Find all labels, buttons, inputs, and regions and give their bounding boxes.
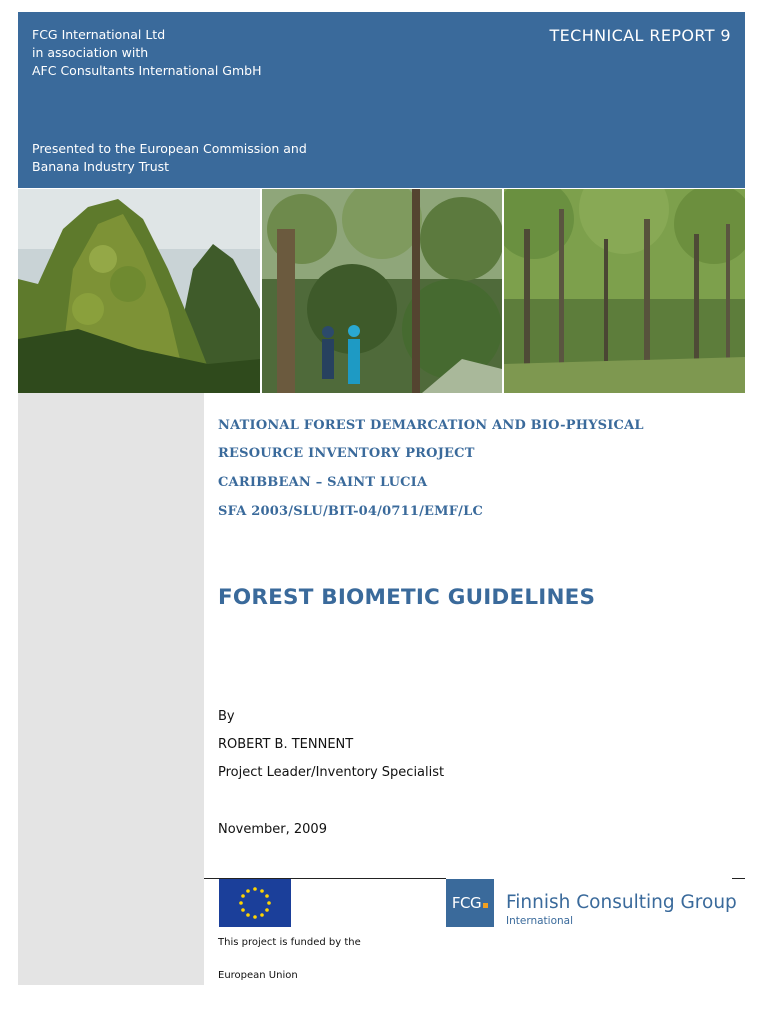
eu-flag-logo xyxy=(219,879,291,927)
report-number: TECHNICAL REPORT 9 xyxy=(549,26,731,45)
project-location: CARIBBEAN – SAINT LUCIA xyxy=(218,475,428,490)
fcg-dot-icon xyxy=(483,903,488,908)
photo-strip xyxy=(18,189,745,393)
document-title: FOREST BIOMETIC GUIDELINES xyxy=(218,585,596,610)
left-sidebar-panel xyxy=(18,393,204,985)
author-role: Project Leader/Inventory Specialist xyxy=(218,765,445,780)
fcg-logo-text: FCG xyxy=(451,894,482,912)
presented-to-line2: Banana Industry Trust xyxy=(32,159,170,174)
photo-forest-trail xyxy=(504,189,745,393)
funding-text-line1: This project is funded by the xyxy=(218,937,361,948)
cover-header xyxy=(18,12,745,188)
fcg-company-subtitle: International xyxy=(506,915,574,927)
fcg-company-name: Finnish Consulting Group xyxy=(506,892,737,913)
association-text: in association with xyxy=(32,45,149,60)
eu-stars-icon xyxy=(219,879,291,927)
footer-divider-right xyxy=(732,878,745,879)
photo-mountain-peak xyxy=(18,189,260,393)
author-name: ROBERT B. TENNENT xyxy=(218,737,354,752)
partner-name: AFC Consultants International GmbH xyxy=(32,63,262,78)
project-title-line2: RESOURCE INVENTORY PROJECT xyxy=(218,446,475,461)
presented-to-line1: Presented to the European Commission and xyxy=(32,141,307,156)
funding-text-line2: European Union xyxy=(218,970,298,981)
project-reference-code: SFA 2003/SLU/BIT-04/0711/EMF/LC xyxy=(218,504,484,519)
org-name: FCG International Ltd xyxy=(32,27,166,42)
by-label: By xyxy=(218,709,235,724)
publication-date: November, 2009 xyxy=(218,822,327,837)
fcg-logo xyxy=(446,879,494,927)
project-title-line1: NATIONAL FOREST DEMARCATION AND BIO-PHYSICAL xyxy=(218,418,644,433)
photo-forest-survey-team xyxy=(262,189,502,393)
